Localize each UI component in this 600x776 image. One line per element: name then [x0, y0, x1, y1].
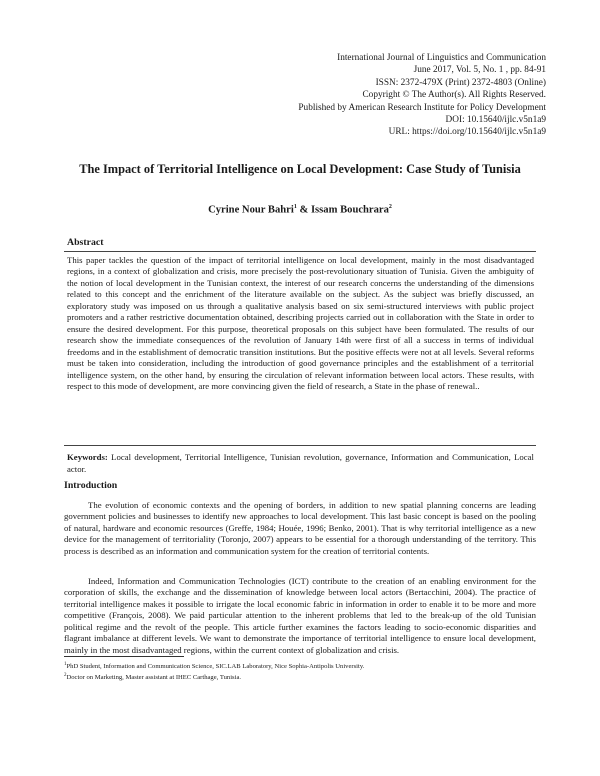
author-connector: &: [296, 204, 311, 216]
intro-paragraph: The evolution of economic contexts and the opening of borders, in addition to new spatial planning concerns are leading government policies and businesses to identify new approaches to local development. This last basic concept is based on the pooling of natural, hardware and economic resources (Greffe, 1984; Houée, 1996; Benko, 2001). That is why territorial intelligence as a new device for the management of territoriality (Toronjo, 2007) appears to be essential for a thorough understanding of the territory. This process is described as an information and communication system for the creation of territorial contents.: [64, 500, 536, 556]
keywords-text: Local development, Territorial Intelligence, Tunisian revolution, governance, Information and Communication, Local actor.: [67, 452, 534, 475]
url-line[interactable]: URL: https://doi.org/10.15640/ijlc.v5n1a9: [388, 127, 546, 138]
copyright-line: Copyright © The Author(s). All Rights Reserved.: [362, 90, 546, 101]
abstract-heading: Abstract: [67, 237, 104, 248]
author-name: Cyrine Nour Bahri: [208, 204, 294, 216]
introduction-heading: Introduction: [64, 480, 118, 491]
footnote: [64, 660, 536, 671]
footnote-separator: [64, 656, 184, 657]
issue-info: June 2017, Vol. 5, No. 1 , pp. 84-91: [413, 65, 546, 76]
abstract-text: This paper tackles the question of the impact of territorial intelligence on local development, mainly in the most disadvantaged regions, in a context of globalization and crisis, more precisely the post-revolutionary situation of Tunisia. Given the ambiguity of the notion of local development in the Tunisian context, the interest of our research concerns the understanding of the dimensions related to this concept and the enrichment of the literature available on the subject. As the subject was briefly discussed, an exploratory study was imposed on us through a qualitative analysis based on six semi-structured interviews with public project promoters and a rather restrictive documentation obtained, describing projects carried out in collaboration with the State in order to ensure the desired development. For this purpose, theoretical proposals on this subject have been formulated. The results of our research show the immediate consequences of the revolution of January 14th were first of all a success in terms of individual freedoms and in the establishment of democratic transition institutions. But the positive effects were not at all levels. Several reforms must be taken into consideration, including the introduction of good governance principles and the establishment of a territorial intelligence system, on the other hand, by ensuring the circulation of relevant information between local actors. These results, with respect to this mode of development, are more convincing given the field of research, a State in the phase of renewal..: [67, 255, 534, 391]
doi-line: DOI: 10.15640/ijlc.v5n1a9: [445, 115, 546, 126]
footnote-text: Doctor on Marketing, Master assistant at IHEC Carthage, Tunisia.: [66, 674, 242, 682]
journal-name: International Journal of Linguistics and Communication: [337, 53, 546, 63]
footnote: [64, 671, 536, 682]
intro-paragraph: Indeed, Information and Communication Technologies (ICT) contribute to the creation of an enabling environment for the corporation of skills, the exchange and the dissemination of knowledge between local actors (Bertacchini, 2004). The practice of territorial intelligence makes it possible to irrigate the local economic fabric in information in order to enable it to be more and more competitive (François, 2008). We paid particular attention to the inherent problems that led to the break-up of the old Tunisian political regime and the revolt of the people. This article further examines the factors leading to socio-economic disparities and flagrant imbalance at different levels. We want to demonstrate the importance of territorial intelligence to ensure local development, mainly in the most disadvantaged regions, within the current context of globalization and crisis.: [64, 576, 536, 655]
footnote-number: 1: [64, 662, 67, 667]
footnote-marker[interactable]: 2: [388, 204, 392, 210]
keywords-label: Keywords:: [67, 452, 108, 462]
paper-title: The Impact of Territorial Intelligence on Local Development: Case Study of Tunisia: [79, 162, 521, 176]
footnote-number: 2: [64, 673, 67, 678]
journal-header: [186, 52, 546, 139]
keywords-line: [67, 451, 534, 476]
abstract-top-rule: [64, 251, 536, 252]
publisher-line: Published by American Research Institute for Policy Development: [298, 102, 546, 113]
author-name: Issam Bouchrara: [310, 204, 389, 216]
footnote-text: PhD Student, Information and Communication Science, SIC.LAB Laboratory, Nice Sophia-Antipolis University.: [66, 663, 365, 671]
issn-info: ISSN: 2372-479X (Print) 2372-4803 (Online): [375, 77, 546, 88]
abstract-bottom-rule: [64, 445, 536, 446]
author-line: [40, 204, 560, 216]
footnote-marker[interactable]: 1: [293, 204, 297, 210]
